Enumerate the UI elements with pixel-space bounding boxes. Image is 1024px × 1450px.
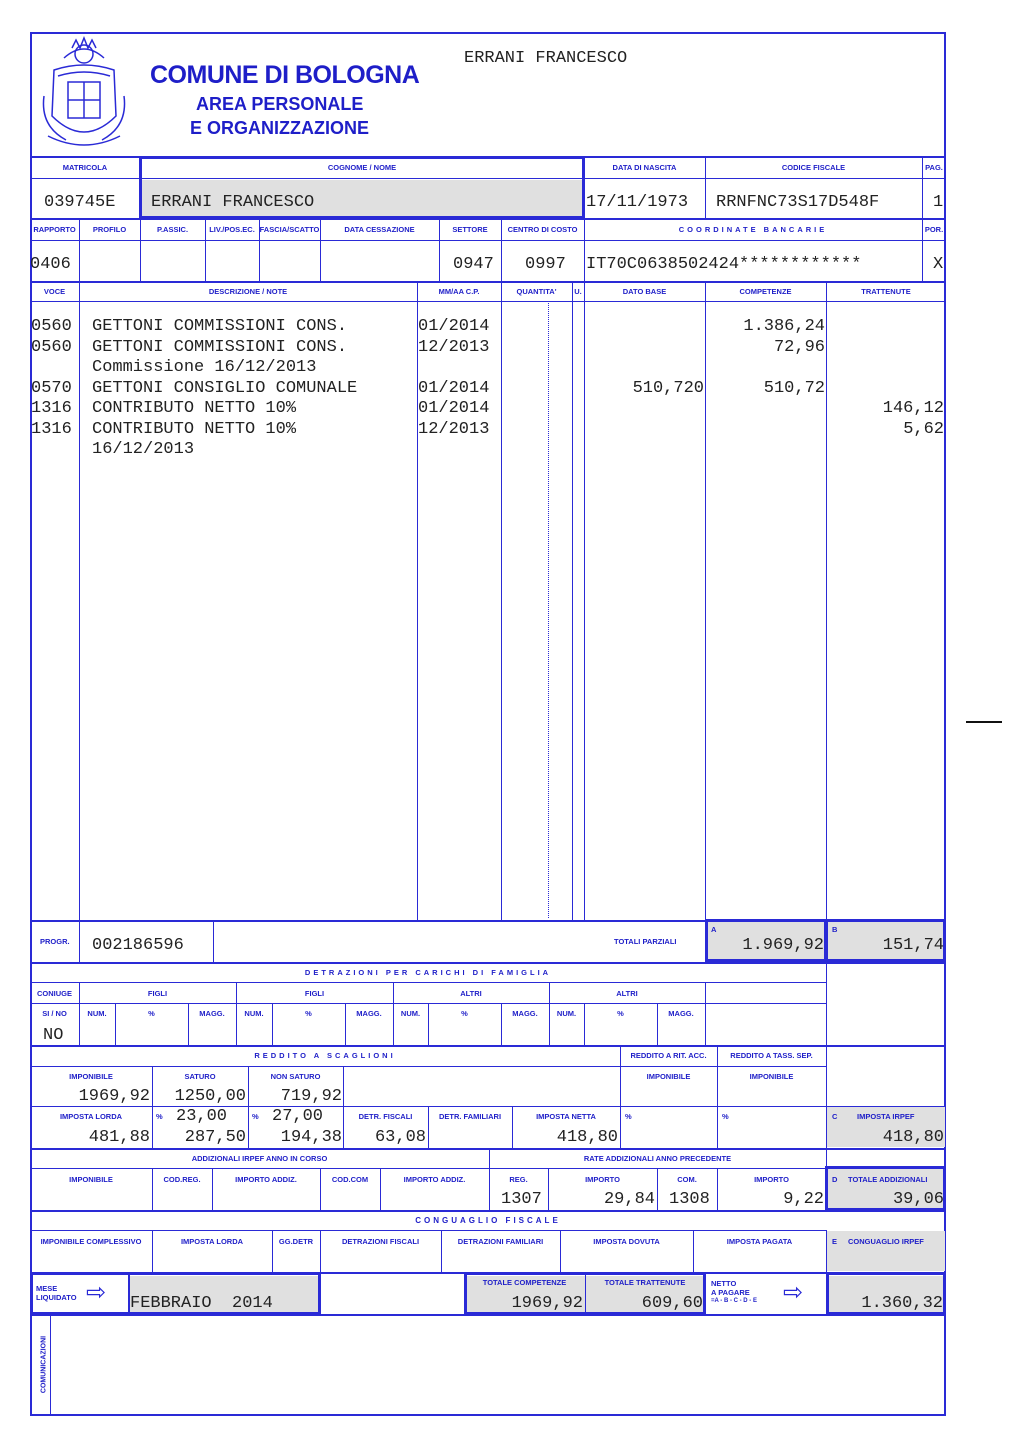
perc-label: %	[617, 1009, 624, 1018]
magg-label: MAGG.	[199, 1009, 225, 1018]
imponibile-addiz-label: IMPONIBILE	[69, 1175, 113, 1184]
imponibile-rit-label: IMPONIBILE	[646, 1072, 691, 1081]
reg-value: 1307	[501, 1190, 542, 1209]
pag-value: 1	[933, 193, 944, 212]
total-b-label: B	[832, 925, 838, 934]
totale-competenze-label: TOTALE COMPETENZE	[482, 1278, 567, 1287]
matricola-label: MATRICOLA	[62, 163, 108, 172]
row-desc: CONTRIBUTO NETTO 10%	[92, 399, 297, 418]
imposta-irpef-label: IMPOSTA IRPEF	[857, 1112, 915, 1121]
totale-addizionali-value: 39,06	[892, 1190, 944, 1209]
reddito-tass-label: REDDITO A TASS. SEP.	[730, 1051, 813, 1060]
formula-label: =A - B - C - D - E	[711, 1298, 757, 1304]
non-saturo-label: NON SATURO	[270, 1072, 321, 1081]
netto-label: NETTO	[711, 1279, 737, 1288]
centro-costo-value: 0997	[525, 255, 566, 274]
employee-name-top: ERRANI FRANCESCO	[464, 49, 628, 68]
cod-reg-label: COD.REG.	[163, 1175, 201, 1184]
row-voce: 1316	[31, 399, 72, 418]
addizionali-corso-title: ADDIZIONALI IRPEF ANNO IN CORSO	[191, 1154, 328, 1163]
coordinate-bancarie-label: COORDINATE BANCARIE	[678, 225, 828, 234]
imponibile-label: IMPONIBILE	[69, 1072, 113, 1081]
perc1-label: %	[156, 1112, 163, 1121]
sino-label: SI / NO	[42, 1009, 67, 1018]
perc-tass-label: %	[722, 1112, 729, 1121]
totali-parziali-label: TOTALI PARZIALI	[614, 937, 677, 946]
dept-line-1: AREA PERSONALE	[196, 94, 364, 114]
saturo-label: SATURO	[184, 1072, 216, 1081]
row-dato-base: 510,720	[632, 379, 704, 398]
detr-familiari-label: DETR. FAMILIARI	[438, 1112, 502, 1121]
row-competenze: 72,96	[773, 338, 825, 357]
imposta-pagata-label: IMPOSTA PAGATA	[726, 1237, 793, 1246]
pag-label: PAG.	[925, 163, 943, 172]
dato-base-label: DATO BASE	[622, 287, 667, 296]
totale-trattenute-label: TOTALE TRATTENUTE	[604, 1278, 686, 1287]
row-desc: GETTONI COMMISSIONI CONS.	[92, 338, 348, 357]
row-mmaa: 01/2014	[418, 317, 490, 336]
perc-label: %	[461, 1009, 468, 1018]
por-value: X	[933, 255, 944, 274]
gg-detr-label: GG.DETR	[278, 1237, 314, 1246]
settore-value: 0947	[453, 255, 494, 274]
conguaglio-irpef-label: CONGUAGLIO IRPEF	[848, 1237, 924, 1246]
magg-label: MAGG.	[668, 1009, 694, 1018]
cod-com-label: COD.COM	[331, 1175, 369, 1184]
com-label: COM.	[677, 1175, 697, 1184]
row-voce: 0560	[31, 317, 72, 336]
importo2-value: 9,22	[783, 1190, 824, 1209]
detrazioni-fiscali-label: DETRAZIONI FISCALI	[341, 1237, 420, 1246]
c-label: C	[832, 1112, 838, 1121]
num-label: NUM.	[87, 1009, 107, 1018]
liquidato-label: LIQUIDATO	[36, 1293, 77, 1302]
non-saturo-value: 719,92	[280, 1087, 342, 1106]
fascia-label: FASCIA/SCATTO	[259, 225, 320, 234]
mmaa-label: MM/AA C.P.	[438, 287, 480, 296]
descrizione-label: DESCRIZIONE / NOTE	[208, 287, 288, 296]
d-label: D	[832, 1175, 838, 1184]
imposta-netta-value: 418,80	[556, 1128, 618, 1147]
perc2-label: %	[252, 1112, 259, 1121]
quantita-label: QUANTITA'	[516, 287, 557, 296]
importo1-value: 29,84	[603, 1190, 655, 1209]
dept-line-2: E ORGANIZZAZIONE	[190, 118, 369, 138]
perc2-value: 27,00	[272, 1107, 324, 1126]
netto-value: 1.360,32	[861, 1294, 943, 1313]
importo-addiz-label-2: IMPORTO ADDIZ.	[403, 1175, 466, 1184]
row-mmaa: 01/2014	[418, 399, 490, 418]
imponibile-value: 1969,92	[78, 1087, 150, 1106]
imposta-irpef-value: 418,80	[882, 1128, 944, 1147]
mese-label: MESE	[36, 1284, 58, 1293]
data-cessazione-label: DATA CESSAZIONE	[344, 225, 415, 234]
row-competenze: 510,72	[763, 379, 825, 398]
coniuge-value: NO	[43, 1026, 64, 1045]
row-trattenute: 5,62	[903, 420, 944, 439]
codice-fiscale-label: CODICE FISCALE	[781, 163, 846, 172]
conguaglio-fiscale-title: CONGUAGLIO FISCALE	[415, 1216, 561, 1225]
coniuge-label: CONIUGE	[36, 989, 72, 998]
data-nascita-label: DATA DI NASCITA	[612, 163, 677, 172]
detr-fiscali-value: 63,08	[374, 1128, 426, 1147]
total-a-label: A	[711, 925, 717, 934]
imponibile-tass-label: IMPONIBILE	[749, 1072, 794, 1081]
progr-label: PROGR.	[40, 937, 70, 946]
mese-value: FEBBRAIO 2014	[130, 1294, 273, 1313]
reddito-scaglioni-title: REDDITO A SCAGLIONI	[254, 1051, 396, 1060]
nome-value: ERRANI FRANCESCO	[151, 193, 315, 212]
comunicazioni-label: COMUNICAZIONI	[40, 1335, 48, 1394]
row-voce: 0570	[31, 379, 72, 398]
trattenute-label: TRATTENUTE	[861, 287, 911, 296]
rate-addizionali-title: RATE ADDIZIONALI ANNO PRECEDENTE	[583, 1154, 732, 1163]
total-b-value: 151,74	[882, 936, 944, 955]
centro-costo-label: CENTRO DI COSTO	[507, 225, 578, 234]
side-mark	[966, 721, 1002, 723]
perc-label: %	[305, 1009, 312, 1018]
figli-label-1: FIGLI	[147, 989, 168, 998]
saturo-value: 1250,00	[174, 1087, 246, 1106]
magg-label: MAGG.	[356, 1009, 382, 1018]
iban-value: IT70C0638502424************	[586, 255, 862, 274]
row-desc: Commissione 16/12/2013	[92, 358, 317, 377]
com-value: 1308	[669, 1190, 710, 1209]
row-desc: CONTRIBUTO NETTO 10%	[92, 420, 297, 439]
imposta-lorda-value: 481,88	[88, 1128, 150, 1147]
importo-addiz-label-1: IMPORTO ADDIZ.	[235, 1175, 297, 1184]
perc-label: %	[148, 1009, 155, 1018]
detr-fiscali-label: DETR. FISCALI	[358, 1112, 413, 1121]
perc-rit-label: %	[625, 1112, 632, 1121]
row-voce: 0560	[31, 338, 72, 357]
row-mmaa: 12/2013	[418, 338, 490, 357]
voce-label: VOCE	[43, 287, 66, 296]
altri-label-1: ALTRI	[460, 989, 482, 998]
row-desc: GETTONI COMMISSIONI CONS.	[92, 317, 348, 336]
reddito-rit-label: REDDITO A RIT. ACC.	[630, 1051, 707, 1060]
row-voce: 1316	[31, 420, 72, 439]
livpos-label: LIV./POS.EC.	[209, 225, 255, 234]
detrazioni-familiari-label: DETRAZIONI FAMILIARI	[457, 1237, 544, 1246]
competenze-label: COMPETENZE	[739, 287, 792, 296]
coat-of-arms-icon	[36, 36, 132, 152]
row-desc: GETTONI CONSIGLIO COMUNALE	[92, 379, 358, 398]
imposta-lorda-cong-label: IMPOSTA LORDA	[180, 1237, 244, 1246]
num-label: NUM.	[556, 1009, 577, 1018]
num-label: NUM.	[400, 1009, 421, 1018]
progr-value: 002186596	[92, 936, 184, 955]
u-label: U.	[574, 287, 582, 296]
totale-trattenute-value: 609,60	[641, 1294, 703, 1313]
imponibile-complessivo-label: IMPONIBILE COMPLESSIVO	[40, 1237, 142, 1246]
rapporto-value: 0406	[30, 255, 71, 274]
row-trattenute: 146,12	[882, 399, 944, 418]
total-a-value: 1.969,92	[742, 936, 824, 955]
lorda2-value: 194,38	[280, 1128, 342, 1147]
altri-label-2: ALTRI	[616, 989, 638, 998]
a-pagare-label: A PAGARE	[711, 1288, 750, 1297]
importo-label-2: IMPORTO	[754, 1175, 789, 1184]
imposta-lorda-label: IMPOSTA LORDA	[59, 1112, 123, 1121]
settore-label: SETTORE	[452, 225, 488, 234]
passic-label: P.ASSIC.	[156, 225, 189, 234]
row-mmaa: 01/2014	[418, 379, 490, 398]
arrow-right-icon: ⇨	[783, 1278, 804, 1306]
reg-label: REG.	[509, 1175, 528, 1184]
row-desc: 16/12/2013	[92, 440, 195, 459]
profilo-label: PROFILO	[92, 225, 127, 234]
e-label: E	[832, 1237, 838, 1246]
data-nascita-value: 17/11/1973	[586, 193, 689, 212]
matricola-value: 039745E	[44, 193, 116, 212]
row-mmaa: 12/2013	[418, 420, 490, 439]
org-name: COMUNE DI BOLOGNA	[150, 61, 420, 89]
imposta-netta-label: IMPOSTA NETTA	[536, 1112, 596, 1121]
rapporto-label: RAPPORTO	[33, 225, 76, 234]
imposta-dovuta-label: IMPOSTA DOVUTA	[593, 1237, 660, 1246]
arrow-right-icon: ⇨	[86, 1278, 107, 1306]
cognome-nome-label: COGNOME / NOME	[327, 163, 397, 172]
codice-fiscale-value: RRNFNC73S17D548F	[716, 193, 880, 212]
detrazioni-carichi-title: DETRAZIONI PER CARICHI DI FAMIGLIA	[304, 968, 552, 977]
totale-competenze-value: 1969,92	[511, 1294, 583, 1313]
num-label: NUM.	[244, 1009, 264, 1018]
importo-label-1: IMPORTO	[585, 1175, 620, 1184]
lorda1-value: 287,50	[184, 1128, 246, 1147]
perc1-value: 23,00	[176, 1107, 228, 1126]
row-competenze: 1.386,24	[743, 317, 825, 336]
magg-label: MAGG.	[512, 1009, 538, 1018]
por-label: POR.	[924, 225, 944, 234]
figli-label-2: FIGLI	[304, 989, 325, 998]
totale-addizionali-label: TOTALE ADDIZIONALI	[848, 1175, 928, 1184]
